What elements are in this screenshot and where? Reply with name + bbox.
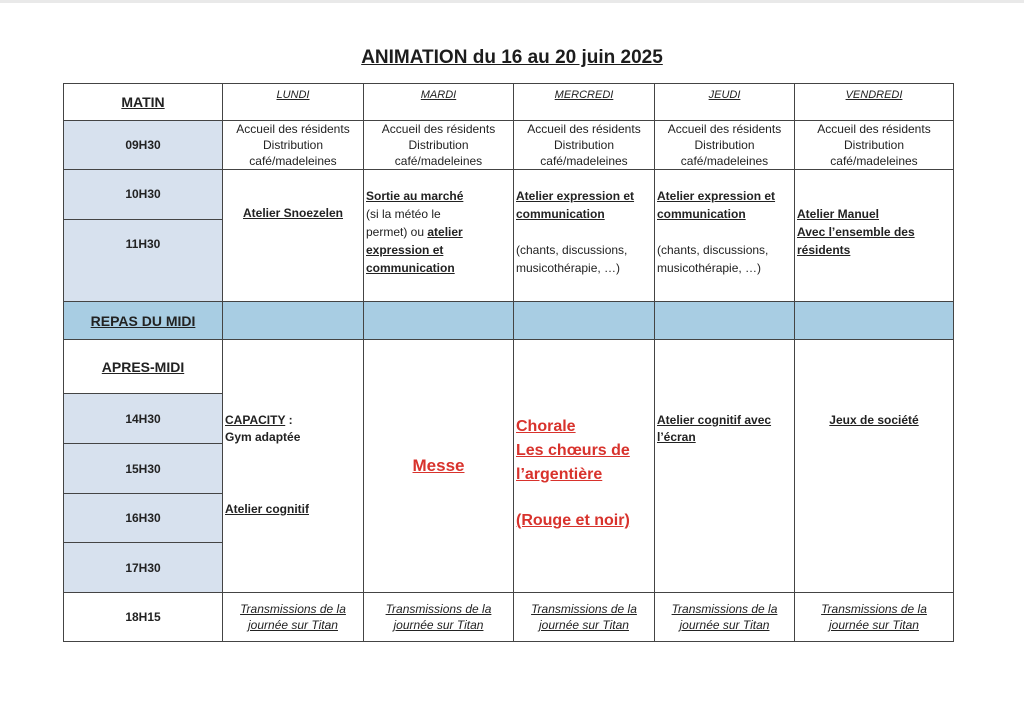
header-vendredi: VENDREDI <box>795 84 954 121</box>
accueil-line: café/madeleines <box>249 154 337 168</box>
transmissions-line: Transmissions de la <box>531 602 637 616</box>
activity-text: résidents <box>797 243 851 257</box>
activity-text: : <box>285 413 293 427</box>
activity-text: communication <box>366 261 455 275</box>
transmissions-line: Transmissions de la <box>821 602 927 616</box>
accueil-line: Accueil des résidents <box>667 122 782 136</box>
activity-text: (chants, discussions, <box>657 243 769 257</box>
accueil-line: Accueil des résidents <box>817 122 931 136</box>
time-1730: 17H30 <box>64 543 223 593</box>
activity-text: musicothérapie, …) <box>516 261 621 275</box>
time-1530: 15H30 <box>64 444 223 494</box>
header-mardi: MARDI <box>364 84 514 121</box>
transmissions-mercredi <box>514 593 655 642</box>
page-title: ANIMATION du 16 au 20 juin 2025 <box>361 47 663 68</box>
time-1630: 16H30 <box>64 494 223 543</box>
header-lundi: LUNDI <box>223 84 364 121</box>
transmissions-line: journée sur Titan <box>679 618 770 632</box>
activity-lundi-matin <box>223 170 364 302</box>
repas-band <box>223 302 364 340</box>
activity-text: Messe <box>412 456 465 475</box>
activity-text: l’écran <box>657 430 696 444</box>
accueil-line: café/madeleines <box>680 154 769 168</box>
repas-band <box>364 302 514 340</box>
time-1815: 18H15 <box>64 593 223 642</box>
activity-text: Sortie au marché <box>366 189 464 203</box>
transmissions-line: Transmissions de la <box>240 602 346 616</box>
activity-text: Atelier expression et <box>516 189 635 203</box>
scan-edge <box>0 0 1024 3</box>
activity-text: musicothérapie, …) <box>657 261 762 275</box>
activity-text: expression et <box>366 243 444 257</box>
transmissions-line: Transmissions de la <box>385 602 492 616</box>
accueil-line: Accueil des résidents <box>381 122 496 136</box>
repas-band <box>795 302 954 340</box>
activity-text: permet) ou <box>366 225 428 239</box>
activity-vendredi-matin <box>795 170 954 302</box>
transmissions-line: journée sur Titan <box>829 618 919 632</box>
activity-text: (chants, discussions, <box>516 243 628 257</box>
activity-text: Atelier Snoezelen <box>242 206 344 220</box>
accueil-line: Accueil des résidents <box>236 122 350 136</box>
activity-text: communication <box>516 207 605 221</box>
repas-band <box>655 302 795 340</box>
activity-text: Les chœurs de <box>516 442 630 459</box>
header-matin: MATIN <box>64 84 223 121</box>
transmissions-line: journée sur Titan <box>393 618 484 632</box>
activity-text: l’argentière <box>516 466 603 483</box>
accueil-line: café/madeleines <box>830 154 918 168</box>
activity-text: communication <box>657 207 746 221</box>
transmissions-vendredi <box>795 593 954 642</box>
accueil-line: Distribution <box>843 138 905 152</box>
transmissions-mardi <box>364 593 514 642</box>
activity-text: Atelier cognitif avec <box>657 413 772 427</box>
activity-text: Jeux de société <box>829 413 919 427</box>
time-1130: 11H30 <box>64 220 223 302</box>
accueil-mardi <box>364 121 514 170</box>
header-jeudi: JEUDI <box>655 84 795 121</box>
accueil-line: café/madeleines <box>540 154 628 168</box>
schedule-table <box>63 83 954 642</box>
accueil-lundi <box>223 121 364 170</box>
accueil-line: Distribution <box>553 138 615 152</box>
activity-jeudi-matin <box>655 170 795 302</box>
activity-mercredi-matin <box>514 170 655 302</box>
activity-vendredi-apres <box>795 340 954 593</box>
transmissions-line: Transmissions de la <box>671 602 778 616</box>
time-0930: 09H30 <box>64 121 223 170</box>
activity-jeudi-apres <box>655 340 795 593</box>
transmissions-line: journée sur Titan <box>539 618 629 632</box>
accueil-mercredi <box>514 121 655 170</box>
transmissions-lundi <box>223 593 364 642</box>
repas-band <box>514 302 655 340</box>
time-1030: 10H30 <box>64 170 223 220</box>
accueil-line: café/madeleines <box>394 154 483 168</box>
activity-mardi-matin <box>364 170 514 302</box>
activity-text: atelier <box>427 225 463 239</box>
activity-text: Avec l’ensemble des <box>797 225 915 239</box>
repas-du-midi: REPAS DU MIDI <box>64 302 223 340</box>
activity-text: (si la météo le <box>366 207 441 221</box>
accueil-line: Distribution <box>408 138 469 152</box>
transmissions-line: journée sur Titan <box>248 618 338 632</box>
activity-text: Atelier expression et <box>657 189 776 203</box>
accueil-line: Accueil des résidents <box>527 122 641 136</box>
activity-text: Atelier cognitif <box>225 502 310 516</box>
transmissions-jeudi <box>655 593 795 642</box>
activity-mercredi-apres <box>514 340 655 593</box>
header-mercredi: MERCREDI <box>514 84 655 121</box>
activity-text: Atelier Manuel <box>797 207 880 221</box>
time-1430: 14H30 <box>64 394 223 444</box>
activity-text: CAPACITY <box>225 413 286 427</box>
accueil-jeudi <box>655 121 795 170</box>
activity-text: (Rouge et noir) <box>516 512 630 529</box>
accueil-line: Distribution <box>262 138 324 152</box>
activity-lundi-apres <box>223 340 364 593</box>
apres-midi-label: APRES-MIDI <box>64 340 223 394</box>
activity-text: Gym adaptée <box>225 430 301 444</box>
activity-text: Chorale <box>516 418 576 435</box>
activity-mardi-apres <box>364 340 514 593</box>
accueil-vendredi <box>795 121 954 170</box>
accueil-line: Distribution <box>694 138 755 152</box>
